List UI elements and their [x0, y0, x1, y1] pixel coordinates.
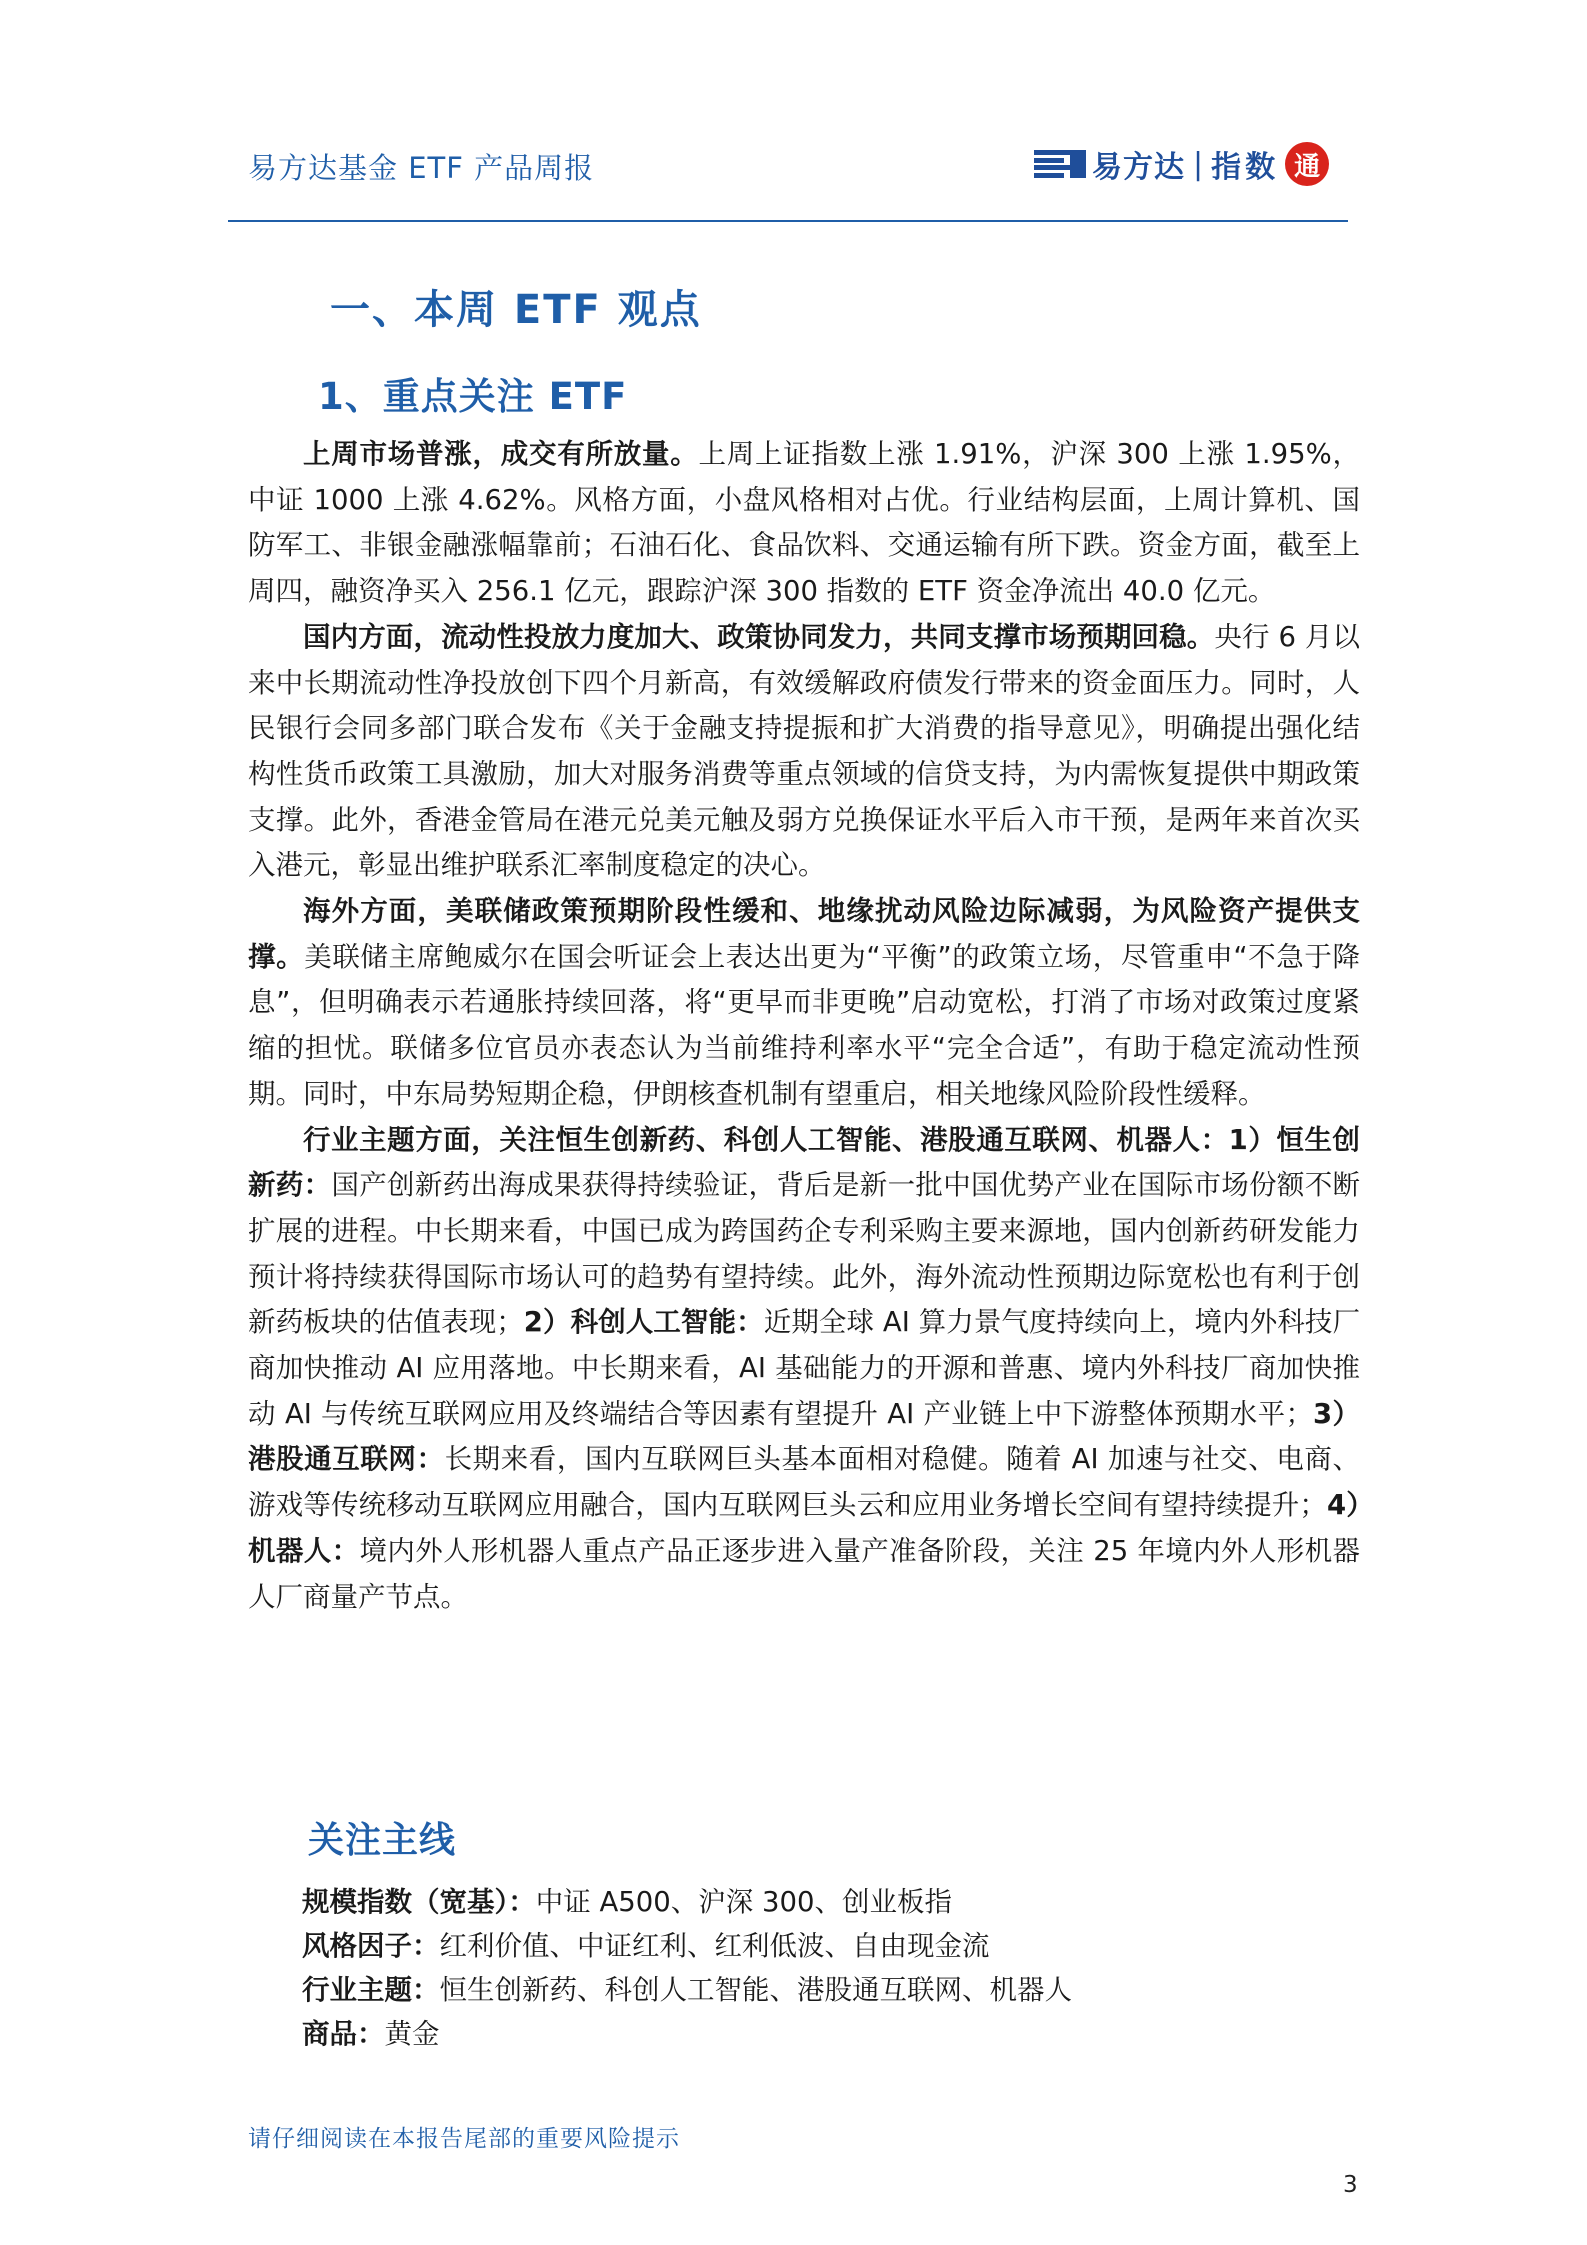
header-divider — [228, 220, 1348, 222]
logo-separator: | — [1193, 146, 1204, 182]
paragraph-text: 境内外人形机器人重点产品正逐步进入量产准备阶段，关注 25 年境内外人形机器人厂商量产节点。 — [248, 1534, 1360, 1613]
focus-label: 风格因子： — [302, 1930, 440, 1962]
theme-ai-lead: 2）科创人工智能： — [523, 1306, 764, 1339]
logo-index-text: 指数 — [1211, 150, 1280, 185]
focus-label: 行业主题： — [302, 1974, 440, 2006]
focus-label: 商品： — [302, 2018, 385, 2050]
focus-heading: 关注主线 — [308, 1820, 457, 1861]
paragraph-text: 央行 6 月以来中长期流动性净投放创下四个月新高，有效缓解政府债发行带来的资金面压力。同时，人民银行会同多部门联合发布《关于金融支持提振和扩大消费的指导意见》，明确提出强化结构性货币政策工具激励，加大对服务消费等重点领域的信贷支持，为内需恢复提供中期政策支撑。此外，香港金管局在港元兑美元触及弱方兑换保证水平后入市干预，是两年来首次买入港元，彰显出维护联系汇率制度稳定的决心。 — [248, 620, 1360, 882]
brand-logo — [1034, 139, 1329, 189]
section-heading: 一、本周 ETF 观点 — [330, 287, 702, 333]
paragraph-text: 美联储主席鲍威尔在国会听证会上表达出更为“平衡”的政策立场，尽管重申“不急于降息”，但明确表示若通胀持续回落，将“更早而非更晚”启动宽松，打消了市场对政策过度紧缩的担忧。联储多位官员亦表态认为当前维持利率水平“完全合适”，有助于稳定流动性预期。同时，中东局势短期企稳，伊朗核查机制有望重启，相关地缘风险阶段性缓释。 — [248, 940, 1360, 1110]
risk-disclaimer: 请仔细阅读在本报告尾部的重要风险提示 — [248, 2126, 680, 2152]
paragraph-domestic — [248, 615, 1360, 889]
paragraph-lead: 上周市场普涨，成交有所放量。 — [303, 438, 699, 470]
focus-value: 黄金 — [384, 2018, 440, 2050]
focus-item — [302, 1968, 1072, 2012]
subsection-heading: 1、重点关注 ETF — [318, 375, 628, 418]
focus-value: 恒生创新药、科创人工智能、港股通互联网、机器人 — [439, 1974, 1072, 2006]
logo-badge-icon: 通 — [1285, 142, 1329, 186]
logo-stripes-icon — [1034, 150, 1086, 178]
focus-label: 规模指数（宽基）： — [302, 1886, 536, 1918]
paragraph-text: 上周上证指数上涨 1.91%，沪深 300 上涨 1.95%，中证 1000 上涨 4.62%。风格方面，小盘风格相对占优。行业结构层面，上周计算机、国防军工、非银金融涨幅靠前；石油石化、食品饮料、交通运输有所下跌。资金方面，截至上周四，融资净买入 256.1 亿元，跟踪沪深 300 指数的 ETF 资金净流出 40.0 亿元。 — [248, 438, 1360, 608]
logo-brand-text: 易方达 — [1092, 150, 1185, 185]
theme-robot-lead: 4）机器人： — [248, 1489, 1360, 1567]
focus-value: 中证 A500、沪深 300、创业板指 — [535, 1886, 953, 1918]
report-title: 易方达基金 ETF 产品周报 — [248, 151, 595, 185]
focus-item — [302, 1880, 1072, 1924]
page-number: 3 — [1343, 2172, 1358, 2198]
focus-value: 红利价值、中证红利、红利低波、自由现金流 — [439, 1930, 990, 1962]
paragraph-themes — [248, 1118, 1360, 1621]
paragraph-lead: 行业主题方面，关注恒生创新药、科创人工智能、港股通互联网、机器人：1）恒生创新药： — [248, 1123, 1360, 1202]
paragraph-overseas — [248, 889, 1360, 1118]
paragraph-lead: 国内方面，流动性投放力度加大、政策协同发力，共同支撑市场预期回稳。 — [303, 620, 1215, 653]
report-body — [248, 432, 1360, 1620]
paragraph-text: 国产创新药出海成果获得持续验证，背后是新一批中国优势产业在国际市场份额不断扩展的进程。中长期来看，中国已成为跨国药企专利采购主要来源地，国内创新药研发能力预计将持续获得国际市场认可的趋势有望持续。此外，海外流动性预期边际宽松也有利于创新药板块的估值表现； — [248, 1169, 1361, 1339]
paragraph-lead: 海外方面，美联储政策预期阶段性缓和、地缘扰动风险边际减弱，为风险资产提供支撑。 — [248, 895, 1360, 973]
focus-item — [302, 2012, 1072, 2056]
focus-list — [302, 1880, 1072, 2056]
paragraph-text: 近期全球 AI 算力景气度持续向上，境内外科技厂商加快推动 AI 应用落地。中长期来看，AI 基础能力的开源和普惠、境内外科技厂商加快推动 AI 与传统互联网应用及终端结合等因素有望提升 AI 产业链上中下游整体预期水平； — [248, 1306, 1360, 1430]
theme-internet-lead: 3）港股通互联网： — [248, 1397, 1360, 1476]
paragraph-text: 长期来看，国内互联网巨头基本面相对稳健。随着 AI 加速与社交、电商、游戏等传统移动互联网应用融合，国内互联网巨头云和应用业务增长空间有望持续提升； — [248, 1443, 1361, 1522]
focus-item — [302, 1924, 1072, 1968]
paragraph-market — [248, 432, 1360, 615]
